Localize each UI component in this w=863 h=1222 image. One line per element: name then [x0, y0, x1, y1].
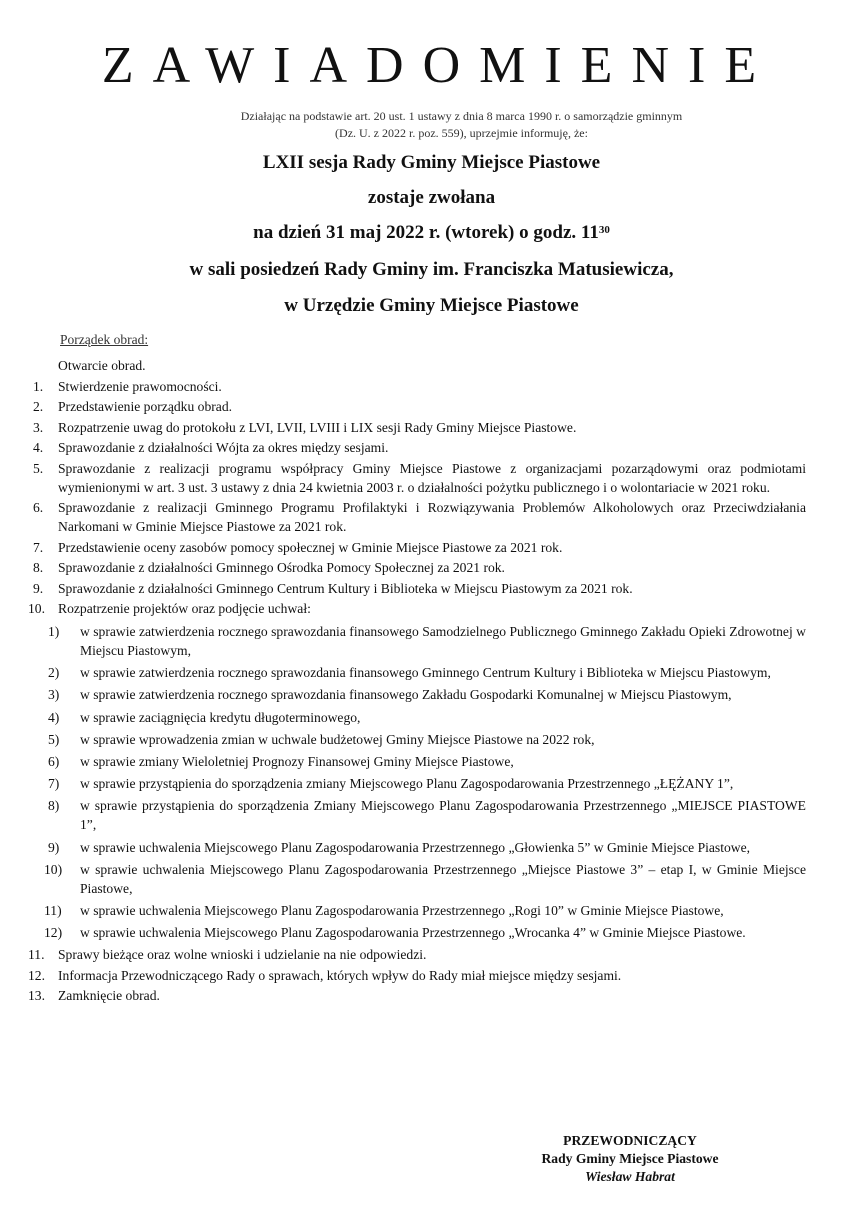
resolution-item: 12) w sprawie uchwalenia Miejscowego Planu Zagospodarowania Przestrzennego „Wrocanka 4” w Gminie Miejsce Piastowe. — [44, 925, 746, 941]
agenda-item: 1. Stwierdzenie prawomocności. — [33, 378, 222, 394]
resolution-item: 9) w sprawie uchwalenia Miejscowego Planu Zagospodarowania Przestrzennego „Głowienka 5” w Gminie Miejsce Piastowe, — [48, 839, 751, 855]
agenda-list — [0, 356, 863, 1007]
resolution-item: 5) w sprawie wprowadzenia zmian w uchwale budżetowej Gminy Miejsce Piastowe na 2022 rok, — [48, 731, 595, 747]
signature-name: Wiesław Habrat — [585, 1169, 675, 1184]
resolution-item: 1) w sprawie zatwierdzenia rocznego sprawozdania finansowego Samodzielnego Publicznego Gminnego Zakładu Opieki Zdrowotnej w Miejscu Piastowym, — [48, 624, 806, 658]
resolution-item: 4) w sprawie zaciągnięcia kredytu długoterminowego, — [48, 709, 361, 725]
agenda-label: Porządek obrad: — [60, 332, 149, 347]
session-date — [0, 221, 863, 245]
signature-council: Rady Gminy Miejsce Piastowe — [541, 1151, 719, 1166]
agenda-item: 3. Rozpatrzenie uwag do protokołu z LVI, LVII, LVIII i LIX sesji Rady Gminy Miejsce Piastowe. — [33, 419, 577, 435]
agenda-item: 5. Sprawozdanie z realizacji programu współpracy Gminy Miejsce Piastowe z organizacjami pozarządowymi oraz podmiotami wymienionymi w art. 3 ust. 3 ustawy z dnia 24 kwietnia 2003 r. o działalności pożytku publicznego i o wolontariacie w 2021 roku. — [33, 460, 806, 495]
resolution-item: 2) w sprawie zatwierdzenia rocznego sprawozdania finansowego Gminnego Centrum Kultury i Biblioteka w Miejscu Piastowym, — [48, 665, 771, 681]
agenda-item: 2. Przedstawienie porządku obrad. — [33, 399, 233, 414]
legal-basis-line-1: Działając na podstawie art. 20 ust. 1 ustawy z dnia 8 marca 1990 r. o samorządzie gminnym — [240, 109, 683, 123]
resolution-item: 10) w sprawie uchwalenia Miejscowego Planu Zagospodarowania Przestrzennego „Miejsce Piastowe 3” – etap I, w Gminie Miejsce Piastowe, — [44, 861, 806, 896]
resolution-item: 8) w sprawie przystąpienia do sporządzenia Zmiany Miejscowego Planu Zagospodarowania Przestrzennego „MIEJSCE PIASTOWE 1”, — [48, 798, 806, 833]
agenda-item: 8. Sprawozdanie z działalności Gminnego Ośrodka Pomocy Społecznej za 2021 rok. — [33, 560, 505, 575]
resolution-item: 11) w sprawie uchwalenia Miejscowego Planu Zagospodarowania Przestrzennego „Rogi 10” w Gminie Miejsce Piastowe, — [44, 902, 724, 918]
signature-role: PRZEWODNICZĄCY — [563, 1133, 697, 1148]
resolution-item: 6) w sprawie zmiany Wieloletniej Prognozy Finansowej Gminy Miejsce Piastowe, — [48, 753, 514, 769]
agenda-item: 7. Przedstawienie oceny zasobów pomocy społecznej w Gminie Miejsce Piastowe za 2021 rok. — [33, 539, 563, 555]
legal-basis — [0, 108, 863, 142]
agenda-item: 9. Sprawozdanie z działalności Gminnego Centrum Kultury i Biblioteka w Miejscu Piastowym za 2021 rok. — [33, 580, 633, 596]
agenda-item: 13. Zamknięcie obrad. — [28, 988, 160, 1004]
session-place-line-2: w Urzędzie Gminy Miejsce Piastowe — [284, 295, 579, 316]
agenda-item: 6. Sprawozdanie z realizacji Gminnego Programu Profilaktyki i Rozwiązywania Problemów Alkoholowych oraz Przeciwdziałania Narkomani w Gminie Miejsce Piastowe za 2021 rok. — [33, 500, 806, 534]
session-convened: zostaje zwołana — [367, 187, 496, 208]
resolution-item: 7) w sprawie przystąpienia do sporządzenia zmiany Miejscowego Planu Zagospodarowania Przestrzennego „ŁĘŻANY 1”, — [48, 776, 734, 792]
session-name: LXII sesja Rady Gminy Miejsce Piastowe — [262, 152, 601, 173]
document-title: ZAWIADOMIENIE — [101, 37, 776, 94]
legal-basis-line-2: (Dz. U. z 2022 r. poz. 559), uprzejmie informuję, że: — [335, 126, 588, 140]
agenda-item: 10. Rozpatrzenie projektów oraz podjęcie uchwał: — [28, 601, 311, 616]
agenda-item: 4. Sprawozdanie z działalności Wójta za okres między sesjami. — [33, 440, 389, 455]
session-time-minutes: 30 — [598, 224, 610, 236]
agenda-opening: Otwarcie obrad. — [58, 358, 146, 373]
session-place-line-1: w sali posiedzeń Rady Gminy im. Franciszka Matusiewicza, — [189, 259, 674, 280]
signature-block — [510, 1132, 750, 1186]
agenda-item: 12. Informacja Przewodniczącego Rady o sprawach, których wpływ do Rady miał miejsce między sesjami. — [28, 967, 622, 983]
agenda-item: 11. Sprawy bieżące oraz wolne wnioski i udzielanie na nie odpowiedzi. — [28, 947, 427, 963]
resolution-item: 3) w sprawie zatwierdzenia rocznego sprawozdania finansowego Zakładu Gospodarki Komunalnej w Miejscu Piastowym, — [48, 687, 732, 703]
session-date-text: na dzień 31 maj 2022 r. (wtorek) o godz. 11 — [253, 222, 599, 243]
